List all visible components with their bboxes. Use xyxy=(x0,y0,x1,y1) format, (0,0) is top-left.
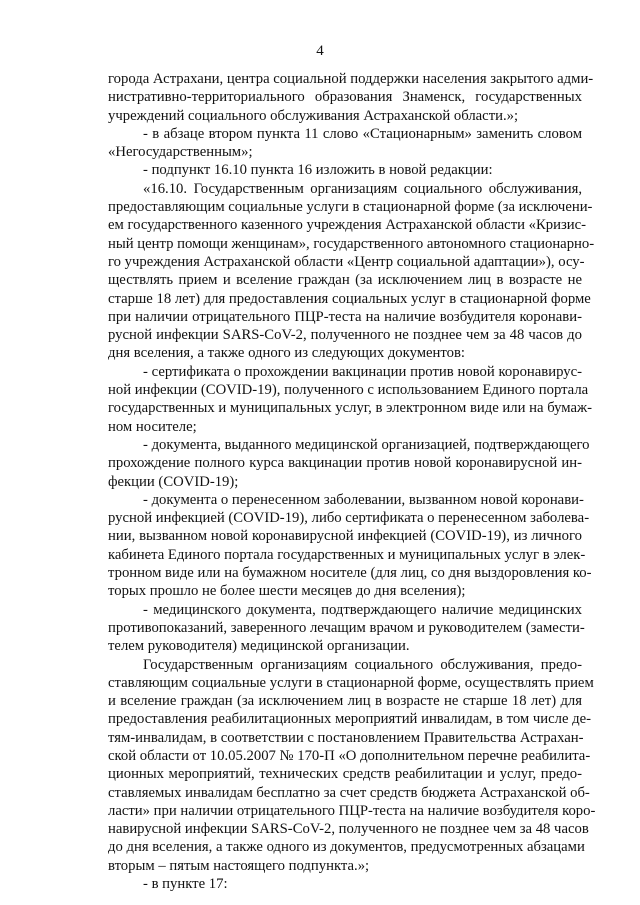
paragraph xyxy=(108,180,595,363)
paragraph xyxy=(108,125,582,162)
text-line: - подпункт 16.10 пункта 16 изложить в новой редакции: xyxy=(143,162,493,179)
text-line: навирусной инфекции SARS-CoV-2, полученного не позднее чем за 48 часов xyxy=(108,821,589,838)
paragraph xyxy=(108,161,582,179)
text-line: - документа о перенесенном заболевании, вызванном новой коронави- xyxy=(143,491,584,508)
text-line: города Астрахани, центра социальной поддержки населения закрытого адми- xyxy=(108,71,594,87)
text-line: вторым – пятым настоящего подпункта.»; xyxy=(108,857,370,874)
text-line: ласти» при наличии отрицательного ПЦР-теста на наличие возбудителя коро- xyxy=(108,802,596,819)
text-line: русной инфекции SARS-CoV-2, полученного не позднее чем за 48 часов до xyxy=(108,327,582,344)
page-number: 4 xyxy=(316,43,324,59)
text-line: старше 18 лет) для предоставления социальных услуг в стационарной форме xyxy=(108,290,591,307)
text-line: - документа, выданного медицинской организацией, подтверждающего xyxy=(143,436,590,453)
text-line: «16.10. Государственным организациям социального обслуживания, xyxy=(143,180,582,197)
text-line: телем руководителя) медицинской организации. xyxy=(108,638,410,655)
text-line: учреждений социального обслуживания Астраханской области.»; xyxy=(108,107,519,124)
text-line: - в пункте 17: xyxy=(143,876,228,893)
paragraph xyxy=(108,491,592,601)
text-line: ем государственного казенного учреждения Астраханской области «Кризис- xyxy=(108,217,587,234)
paragraph xyxy=(108,436,590,491)
text-line: предоставления реабилитационных мероприятий инвалидам, в том числе де- xyxy=(108,711,592,728)
text-line: государственных и муниципальных услуг, в электронном виде или на бумаж- xyxy=(108,400,593,417)
paragraph xyxy=(108,70,594,125)
text-line: Государственным организациям социального обслуживания, предо- xyxy=(143,656,582,673)
text-line: торых прошло не более шести месяцев до дня вселения); xyxy=(108,583,466,600)
text-line: ставляющим социальные услуги в стационарной форме, осуществлять прием xyxy=(108,674,594,691)
text-line: го учреждения Астраханской области «Центр социальной адаптации»), осу- xyxy=(108,253,585,270)
text-line: фекции (COVID-19); xyxy=(108,473,239,490)
paragraph xyxy=(108,656,596,876)
text-line: нистративно-территориального образования Знаменск, государственных xyxy=(108,89,582,106)
paragraph xyxy=(108,601,585,656)
text-line: предоставляющим социальные услуги в стационарной форме (за исключени- xyxy=(108,199,593,216)
text-line: тям-инвалидам, в соответствии с постановлением Правительства Астрахан- xyxy=(108,729,584,746)
text-line: - сертификата о прохождении вакцинации против новой коронавирус- xyxy=(143,363,582,380)
text-line: до дня вселения, а также одного из документов, предусмотренных абзацами xyxy=(108,839,585,856)
text-line: русной инфекцией (COVID-19), либо сертификата о перенесенном заболева- xyxy=(108,510,590,527)
text-line: кабинета Единого портала государственных и муниципальных услуг в элек- xyxy=(108,546,586,563)
text-line: ный центр помощи женщинам», государственного автономного стационарно- xyxy=(108,235,595,252)
text-line: противопоказаний, заверенного лечащим врачом и руководителем (замести- xyxy=(108,619,585,636)
text-line: ской области от 10.05.2007 № 170-П «О дополнительном перечне реабилита- xyxy=(108,747,591,764)
text-line: ционных мероприятий, технических средств реабилитации и услуг, предо- xyxy=(108,766,582,783)
text-line: «Негосударственным»; xyxy=(108,144,253,161)
text-line: тронном виде или на бумажном носителе (для лиц, со дня выздоровления ко- xyxy=(108,565,592,582)
text-line: дня вселения, а также одного из следующих документов: xyxy=(108,345,465,362)
text-line: ном носителе; xyxy=(108,418,197,435)
paragraph xyxy=(108,363,593,436)
text-line: ставляемых инвалидам бесплатно за счет средств бюджета Астраханской об- xyxy=(108,784,590,801)
text-line: при наличии отрицательного ПЦР-теста на наличие возбудителя коронави- xyxy=(108,308,582,325)
text-line: нии, вызванном новой коронавирусной инфекцией (COVID-19), из личного xyxy=(108,528,582,545)
paragraph xyxy=(108,875,582,893)
text-line: ной инфекции (COVID-19), полученного с использованием Единого портала xyxy=(108,382,589,399)
text-line: - медицинского документа, подтверждающего наличие медицинских xyxy=(143,601,582,618)
text-line: ществлять прием и вселение граждан (за исключением лиц в возрасте не xyxy=(108,272,582,289)
text-line: - в абзаце втором пункта 11 слово «Стационарным» заменить словом xyxy=(143,125,582,142)
document-body xyxy=(108,70,596,893)
text-line: и вселение граждан (за исключением лиц в возрасте не старше 18 лет) для xyxy=(108,693,582,710)
text-line: прохождение полного курса вакцинации против новой коронавирусной ин- xyxy=(108,455,582,472)
